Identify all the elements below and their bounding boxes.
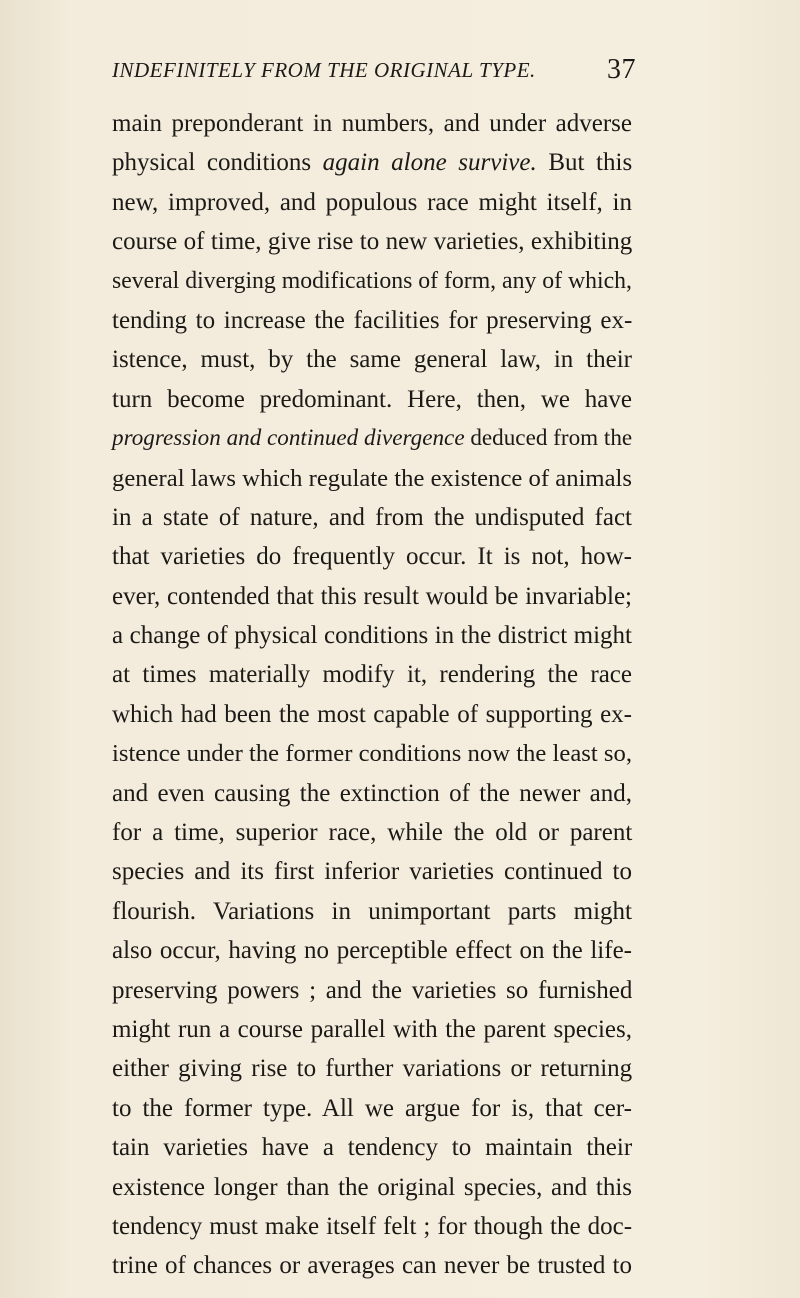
text-run: istence under the former conditions now the least so, — [112, 740, 632, 768]
text-line — [112, 1207, 632, 1246]
text-run: might run a course parallel with the parent species, — [112, 1015, 632, 1043]
text-line — [112, 498, 632, 537]
running-head — [112, 54, 636, 98]
text-run: general laws which regulate the existence of animals — [112, 464, 632, 492]
text-line — [112, 143, 632, 182]
italic-phrase: progression and continued divergence — [112, 425, 465, 452]
text-run: turn become predominant. Here, then, we have — [112, 385, 632, 413]
text-line — [112, 774, 632, 813]
text-line — [112, 813, 632, 852]
text-run: course of time, give rise to new varieties, exhibiting — [112, 228, 633, 256]
text-line — [112, 734, 632, 773]
text-line — [112, 340, 632, 379]
text-line — [112, 1246, 632, 1285]
text-line — [112, 1168, 632, 1207]
text-run: flourish. Variations in unimportant parts might — [112, 897, 632, 925]
text-run: at times materially modify it, rendering the race — [112, 661, 632, 689]
text-line — [112, 892, 632, 931]
text-run: to the former type. All we argue for is, that cer- — [112, 1094, 632, 1122]
italic-phrase: again alone survive. — [322, 149, 537, 177]
text-run: preserving powers ; and the varieties so furnished — [112, 976, 633, 1004]
text-line — [112, 380, 632, 419]
text-line — [112, 577, 632, 616]
text-run: trine of chances or averages can never be trusted to — [112, 1252, 632, 1280]
text-line — [112, 222, 632, 261]
text-run: a change of physical conditions in the district might — [112, 622, 632, 650]
text-run: deduced from the — [464, 425, 633, 452]
text-line — [112, 262, 632, 301]
text-run: several diverging modifications of form, any of which, — [112, 267, 632, 294]
text-line — [112, 419, 632, 458]
text-run: physical conditions — [112, 149, 323, 177]
text-run: and even causing the extinction of the newer and, — [112, 779, 632, 807]
page-number: 37 — [607, 54, 636, 85]
text-run: ever, contended that this result would be invariable; — [112, 582, 632, 610]
text-line — [112, 695, 632, 734]
running-head-title: INDEFINITELY FROM THE ORIGINAL TYPE. — [112, 58, 536, 82]
body-text — [112, 104, 632, 1286]
text-run: that varieties do frequently occur. It is not, how- — [112, 543, 632, 571]
text-line — [112, 852, 632, 891]
text-run: which had been the most capable of supporting ex- — [112, 700, 632, 728]
text-run: existence longer than the original species, and this — [112, 1173, 632, 1201]
text-run: species and its first inferior varieties continued to — [112, 858, 632, 886]
text-run: either giving rise to further variations or returning — [112, 1055, 633, 1083]
text-run: for a time, superior race, while the old or parent — [112, 819, 633, 847]
text-line — [112, 655, 632, 694]
text-line — [112, 1010, 632, 1049]
text-line — [112, 104, 632, 143]
text-run: tending to increase the facilities for preserving ex- — [112, 306, 633, 334]
text-line — [112, 971, 632, 1010]
text-line — [112, 1089, 632, 1128]
text-line — [112, 183, 632, 222]
text-line — [112, 1049, 632, 1088]
text-run: in a state of nature, and from the undisputed fact — [112, 503, 632, 531]
text-line — [112, 301, 632, 340]
text-run: But this — [536, 149, 633, 177]
text-run: tain varieties have a tendency to maintain their — [112, 1134, 633, 1162]
text-run: main preponderant in numbers, and under adverse — [112, 110, 632, 137]
text-run: istence, must, by the same general law, in their — [112, 346, 632, 374]
text-line — [112, 1128, 632, 1167]
text-run: tendency must make itself felt ; for though the doc- — [112, 1212, 633, 1240]
text-line — [112, 537, 632, 576]
text-run: new, improved, and populous race might itself, in — [112, 188, 632, 216]
text-line — [112, 616, 632, 655]
text-run: also occur, having no perceptible effect on the life- — [112, 937, 632, 965]
text-line — [112, 459, 632, 498]
text-line — [112, 931, 632, 970]
